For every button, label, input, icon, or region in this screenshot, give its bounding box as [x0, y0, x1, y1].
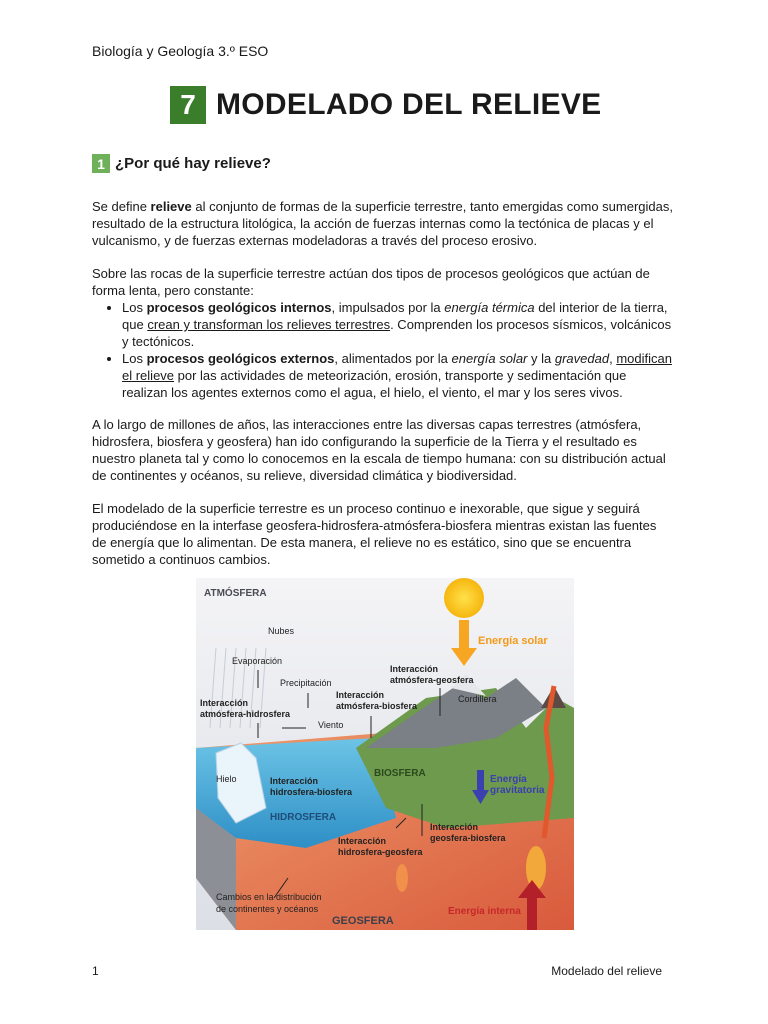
svg-text:de continentes y océanos: de continentes y océanos	[216, 904, 319, 914]
chapter-heading	[170, 86, 601, 124]
label-biosfera: BIOSFERA	[374, 768, 426, 779]
paragraph-definition: Se define relieve al conjunto de formas de la superficie terrestre, tanto emergidas como sumergidas, resultado de la estructura litológica, la acción de fuerzas internas como la tectónica de placas y el vulcanismo, y de fuerzas externas modeladoras a través del proceso erosivo.	[92, 199, 673, 248]
paragraph-modelado: El modelado de la superficie terrestre es un proceso continuo e inexorable, que sigue y seguirá produciéndose en la interfase geosfera-hidrosfera-atmósfera-biosfera mientras existan las fuentes de energía que lo alimentan. De esta manera, el relieve no es estático, sino que se encuentra sometido a continuos cambios.	[92, 501, 657, 567]
label-int-geo-bio: Interacción	[430, 822, 479, 832]
svg-text:atmósfera-hidrosfera: atmósfera-hidrosfera	[200, 709, 291, 719]
section-number: 1	[92, 154, 110, 173]
footer-title: Modelado del relieve	[551, 964, 662, 978]
chapter-number: 7	[170, 86, 206, 124]
section-heading	[92, 154, 271, 173]
process-list	[92, 299, 674, 401]
label-energia-gravitatoria: Energía	[490, 774, 527, 785]
list-item: • Los procesos geológicos internos, impulsados por la energía térmica del interior de la tierra, que crean y transforman los relieves terrestres. Comprenden los procesos sísmicos, volcánicos y tectónicos.	[122, 299, 674, 350]
label-geosfera: GEOSFERA	[332, 915, 394, 927]
label-int-hidro-geo: Interacción	[338, 836, 387, 846]
svg-text:gravitatoria: gravitatoria	[490, 785, 545, 796]
svg-text:hidrosfera-biosfera: hidrosfera-biosfera	[270, 787, 353, 797]
svg-text:geosfera-biosfera: geosfera-biosfera	[430, 833, 506, 843]
svg-text:hidrosfera-geosfera: hidrosfera-geosfera	[338, 847, 423, 857]
label-cordillera: Cordillera	[458, 694, 497, 704]
label-int-hidro-bio: Interacción	[270, 776, 319, 786]
label-int-atm-hidro: Interacción	[200, 698, 249, 708]
label-hidrosfera: HIDROSFERA	[270, 812, 337, 823]
label-cambios: Cambios en la distribución	[216, 892, 322, 902]
label-nubes: Nubes	[268, 626, 295, 636]
label-energia-interna: Energía interna	[448, 906, 521, 917]
label-energia-solar: Energía solar	[478, 635, 548, 647]
paragraph-processes: Sobre las rocas de la superficie terrestre actúan dos tipos de procesos geológicos que actúan de forma lenta, pero constante: • Los procesos geológicos internos, impulsados por la energía térmica del interior de la tierra, que crean y transforman los relieves terrestres. Comprenden los procesos sísmicos, volcánicos y tectónicos. • Los procesos geológicos externos, alimentados por la energía solar y la gravedad, modifican el relieve por las actividades de meteorización, erosión, transporte y sedimentación que realizan los agentes externos como el agua, el hielo, el viento, el mar y los seres vivos.	[92, 265, 674, 401]
label-int-atm-geo: Interacción	[390, 664, 439, 674]
label-evaporacion: Evaporación	[232, 656, 283, 666]
earth-systems-diagram	[196, 578, 574, 930]
label-atmosfera: ATMÓSFERA	[204, 588, 267, 599]
label-hielo: Hielo	[216, 774, 237, 784]
chapter-title: MODELADO DEL RELIEVE	[216, 88, 602, 121]
page-number: 1	[92, 964, 99, 978]
document-header: Biología y Geología 3.º ESO	[92, 43, 269, 59]
svg-text:atmósfera-geosfera: atmósfera-geosfera	[390, 675, 474, 685]
earth-systems-figure	[196, 578, 574, 930]
svg-text:atmósfera-biosfera: atmósfera-biosfera	[336, 701, 418, 711]
label-viento: Viento	[318, 720, 344, 730]
sun-icon	[444, 578, 484, 618]
label-precipitacion: Precipitación	[280, 678, 332, 688]
label-int-atm-bio: Interacción	[336, 690, 385, 700]
section-title: ¿Por qué hay relieve?	[115, 155, 271, 172]
list-item: • Los procesos geológicos externos, alimentados por la energía solar y la gravedad, modifican el relieve por las actividades de meteorización, erosión, transporte y sedimentación que realizan los agentes externos como el agua, el hielo, el viento, el mar y los seres vivos.	[122, 350, 674, 401]
paragraph-interactions: A lo largo de millones de años, las interacciones entre las diversas capas terrestres (atmósfera, hidrosfera, biosfera y geosfera) han ido configurando la superficie de la Tierra y el resultado es nuestro planeta tal y como lo conocemos en la escala de tiempo humana: con su distribución actual de continentes y océanos, su relieve, diversidad climática y biodiversidad.	[92, 417, 666, 483]
